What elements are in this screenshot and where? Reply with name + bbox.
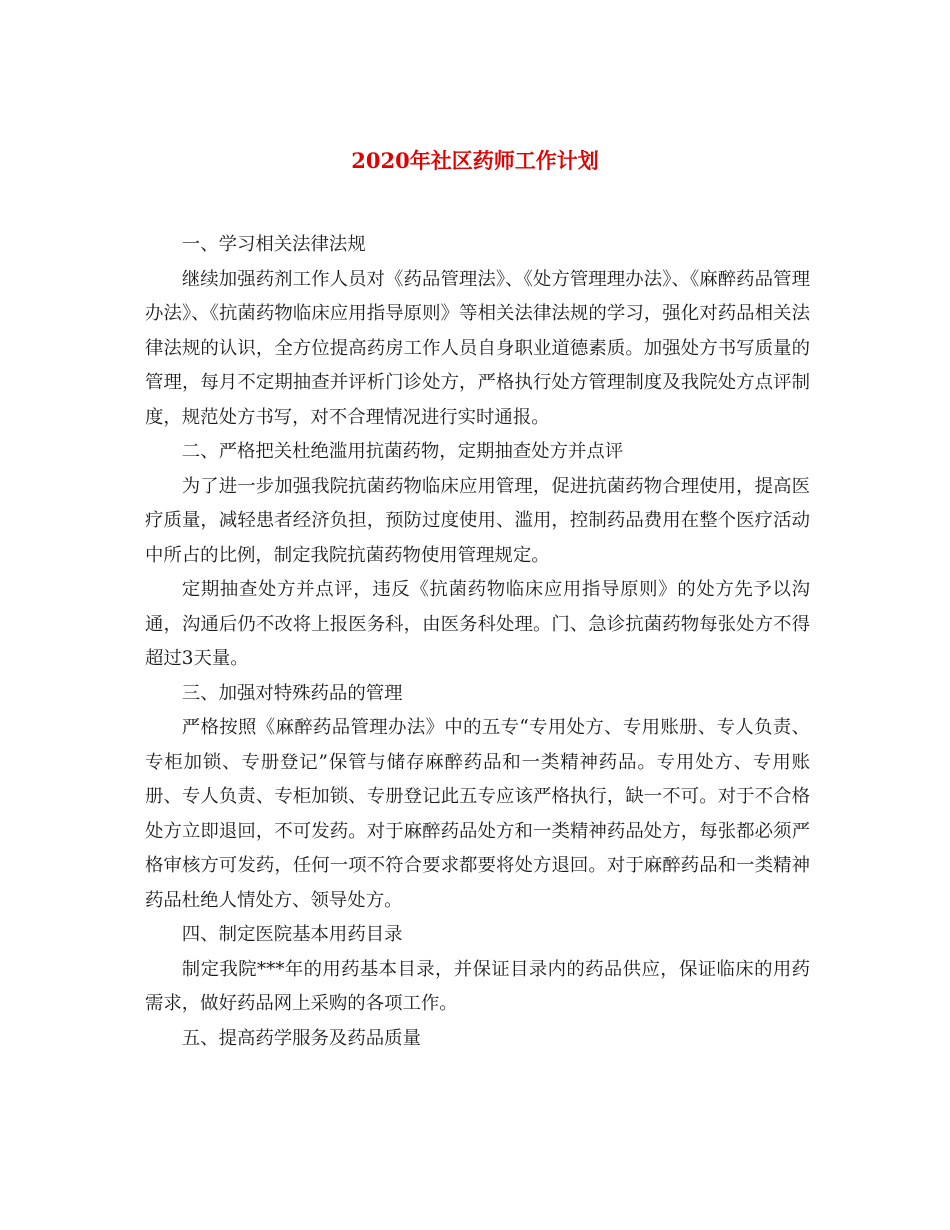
section-heading-4: 四、制定医院基本用药目录 (181, 924, 403, 945)
paragraph: 严格按照《麻醉药品管理办法》中的五专“专用处方、专用账册、专人负责、专柜加锁、专册登记”保管与储存麻醉药品和一类精神药品。专用处方、专用账册、专人负责、专柜加锁、专册登记此五专应该严格执行，缺一不可。对于不合格处方立即退回，不可发药。对于麻醉药品处方和一类精神药品处方，每张都必须严格审核方可发药，任何一项不符合要求都要将处方退回。对于麻醉药品和一类精神药品杜绝人情处方、领导处方。 (145, 717, 810, 911)
paragraph: 定期抽查处方并点评，违反《抗菌药物临床应用指导原则》的处方先予以沟通，沟通后仍不改将上报医务科，由医务科处理。门、急诊抗菌药物每张处方不得超过3天量。 (145, 579, 810, 669)
document-title: 2020年社区药师工作计划 (351, 148, 599, 173)
section-heading-1: 一、学习相关法律法规 (181, 234, 366, 255)
document-body (145, 228, 810, 1056)
paragraph: 为了进一步加强我院抗菌药物临床应用管理，促进抗菌药物合理使用，提高医疗质量，减轻患者经济负担，预防过度使用、滥用，控制药品费用在整个医疗活动中所占的比例，制定我院抗菌药物使用管理规定。 (145, 475, 810, 566)
section-heading-2: 二、严格把关杜绝滥用抗菌药物，定期抽查处方并点评 (181, 441, 624, 462)
section-heading-3: 三、加强对特殊药品的管理 (181, 682, 403, 704)
section-heading-5: 五、提高药学服务及药品质量 (181, 1027, 421, 1049)
paragraph: 制定我院***年的用药基本目录，并保证目录内的药品供应，保证临床的用药需求，做好药品网上采购的各项工作。 (145, 958, 810, 1014)
paragraph: 继续加强药剂工作人员对《药品管理法》、《处方管理理办法》、《麻醉药品管理办法》、《抗菌药物临床应用指导原则》等相关法律法规的学习，强化对药品相关法律法规的认识，全方位提高药房工作人员自身职业道德素质。加强处方书写质量的管理，每月不定期抽查并评析门诊处方，严格执行处方管理制度及我院处方点评制度，规范处方书写，对不合理情况进行实时通报。 (145, 268, 810, 428)
